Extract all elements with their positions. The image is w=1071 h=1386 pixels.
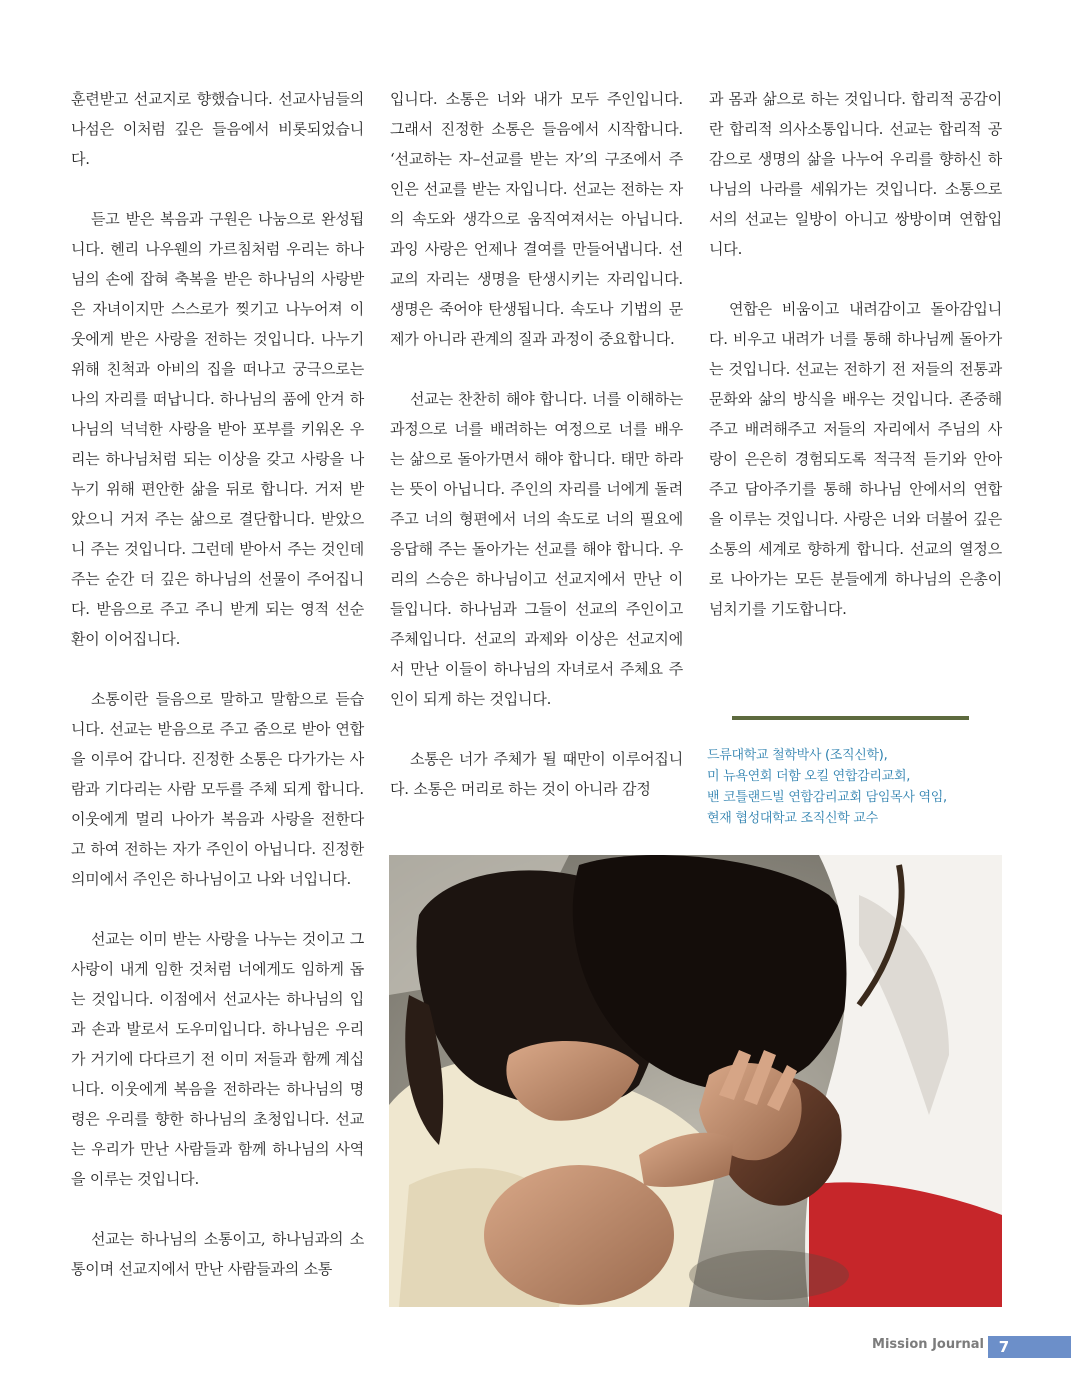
author-divider <box>732 716 969 720</box>
paragraph: 과 몸과 삶으로 하는 것입니다. 합리적 공감이란 합리적 의사소통입니다. 선교는 합리적 공감으로 생명의 삶을 나누어 우리를 향하신 하나님의 나라를 세워가는 것입니다. 소통으로서의 선교는 일방이 아니고 쌍방이며 연합입니다. <box>709 90 1002 258</box>
paragraph: 입니다. 소통은 너와 내가 모두 주인입니다. 그래서 진정한 소통은 들음에서 시작합니다. ‘선교하는 자–선교를 받는 자’의 구조에서 주인은 선교를 받는 자입니다. 선교는 전하는 자의 속도와 생각으로 움직여져서는 아닙니다. 과잉 사랑은 언제나 결여를 만들어냅니다. 선교의 자리는 생명을 탄생시키는 자리입니다. 생명은 죽어야 탄생됩니다. 속도나 기법의 문제가 아니라 관계의 질과 과정이 중요합니다. <box>390 90 683 348</box>
author-bio <box>707 745 1007 829</box>
bio-line: 현재 협성대학교 조직신학 교수 <box>707 811 878 826</box>
bio-line: 미 뉴욕연회 더함 오킬 연합감리교회, <box>707 769 911 784</box>
article-column-1 <box>71 84 364 1314</box>
article-column-2 <box>390 84 683 834</box>
bio-line: 드류대학교 철학박사 (조직신학), <box>707 748 888 763</box>
paragraph: 연합은 비움이고 내려감이고 돌아감입니다. 비우고 내려가 너를 통해 하나님께 돌아가는 것입니다. 선교는 전하기 전 저들의 전통과 문화와 삶의 방식을 배우는 것입니다. 존중해주고 배려해주고 저들의 자리에서 주님의 사랑이 은은히 경험되도록 적극적 듣기와 안아주고 담아주기를 통해 하나님 안에서의 연합을 이루는 것입니다. 사랑은 너와 더불어 깊은 소통의 세계로 향하게 합니다. 선교의 열정으로 나아가는 모든 분들에게 하나님의 은총이 넘치기를 기도합니다. <box>709 300 1002 618</box>
journal-name: Mission Journal <box>872 1337 984 1352</box>
page-number: 7 <box>998 1338 1010 1356</box>
bio-line: 밴 코틀랜드빌 연합감리교회 담임목사 역임, <box>707 790 947 805</box>
paragraph: 듣고 받은 복음과 구원은 나눔으로 완성됩니다. 헨리 나우웬의 가르침처럼 우리는 하나님의 손에 잡혀 축복을 받은 하나님의 사랑받은 자녀이지만 스스로가 찢기고 나누어져 이웃에게 받은 사랑을 전하는 것입니다. 나누기 위해 친척과 아비의 집을 떠나고 궁극으로는 나의 자리를 떠납니다. 하나님의 품에 안겨 하나님의 넉넉한 사랑을 받아 포부를 키워온 우리는 하나님처럼 되는 이상을 갖고 사랑을 나누기 위해 편안한 삶을 뒤로 합니다. 거저 받았으니 거저 주는 삶으로 결단합니다. 받았으니 주는 것입니다. 그런데 받아서 주는 것인데 주는 순간 더 깊은 하나님의 선물이 주어집니다. 받음으로 주고 주니 받게 되는 영적 선순환이 이어집니다. <box>71 210 364 648</box>
photo-illustration <box>389 855 1002 1307</box>
paragraph: 훈련받고 선교지로 향했습니다. 선교사님들의 나섬은 이처럼 깊은 들음에서 비롯되었습니다. <box>71 90 364 168</box>
paragraph: 선교는 찬찬히 해야 합니다. 너를 이해하는 과정으로 너를 배려하는 여정으로 너를 배우는 삶으로 돌아가면서 해야 합니다. 태만 하라는 뜻이 아닙니다. 주인의 자리를 너에게 돌려주고 너의 형편에서 너의 속도로 너의 필요에 응답해 주는 돌아가는 선교를 해야 합니다. 우리의 스승은 하나님이고 선교지에서 만난 이들입니다. 하나님과 그들이 선교의 주인이고 주체입니다. 선교의 과제와 이상은 선교지에서 만난 이들이 하나님의 자녀로서 주체요 주인이 되게 하는 것입니다. <box>390 390 683 708</box>
article-column-3 <box>709 84 1002 654</box>
paragraph: 선교는 하나님의 소통이고, 하나님과의 소통이며 선교지에서 만난 사람들과의 소통 <box>71 1230 364 1278</box>
article-photo <box>389 855 1002 1307</box>
paragraph: 소통은 너가 주체가 될 때만이 이루어집니다. 소통은 머리로 하는 것이 아니라 감정 <box>390 750 683 798</box>
paragraph: 선교는 이미 받는 사랑을 나누는 것이고 그 사랑이 내게 임한 것처럼 너에게도 임하게 돕는 것입니다. 이점에서 선교사는 하나님의 입과 손과 발로서 도우미입니다. 하나님은 우리가 거기에 다다르기 전 이미 저들과 함께 계십니다. 이웃에게 복음을 전하라는 하나님의 명령은 우리를 향한 하나님의 초청입니다. 선교는 우리가 만난 사람들과 함께 하나님의 사역을 이루는 것입니다. <box>71 930 364 1188</box>
paragraph: 소통이란 들음으로 말하고 말함으로 듣습니다. 선교는 받음으로 주고 줌으로 받아 연합을 이루어 갑니다. 진정한 소통은 다가가는 사람과 기다리는 사람 모두를 주체 되게 합니다. 이웃에게 멀리 나아가 복음과 사랑을 전한다고 하여 전하는 자가 주인이 아닙니다. 진정한 의미에서 주인은 하나님이고 나와 너입니다. <box>71 690 364 888</box>
